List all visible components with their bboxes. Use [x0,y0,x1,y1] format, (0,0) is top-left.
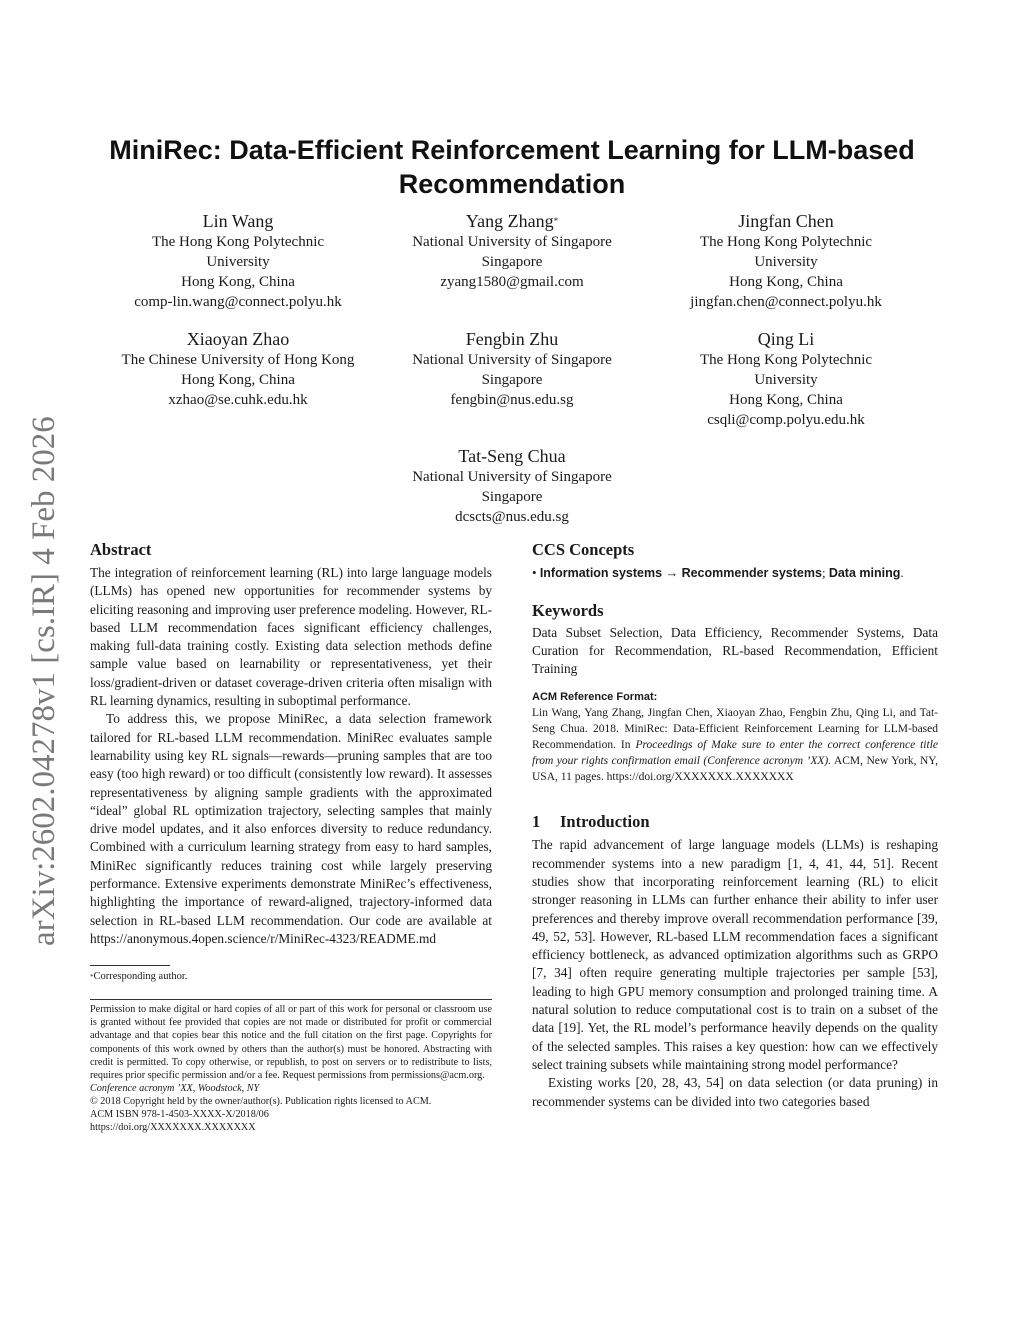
author-affiliation: The Hong Kong Polytechnic [699,352,873,368]
corresponding-mark: * [553,216,559,226]
author-location: Singapore [481,489,543,505]
author-name: Xiaoyan Zhao [186,329,290,349]
abstract-paragraph: To address this, we propose MiniRec, a data selection framework tailored for RL-based LLM recommendation. MiniRec evaluates sample learnability using key RL signals—rewards—pruning samples that are too easy (too high reward) or too difficult (consistently low reward). It assesses representativeness by aligning sample gradients with the approximated “ideal” global RL optimization trajectory, selecting samples that mainly drive model updates, and it also enforces diversity to reduce redundancy. Combined with a curriculum learning strategy from easy to hard samples, MiniRec significantly reduces training cost while largely preserving performance. Extensive experiments demonstrate MiniRec’s effectiveness, highlighting the importance of reward-aligned, trajectory-informed data selection in RL-based LLM recommendation. Our code are available at https://anonymous.4open.science/r/MiniRec-4323/README.md [90,711,492,946]
author-affiliation: National University of Singapore [412,469,612,485]
author-email[interactable]: dcscts@nus.edu.sg [455,509,569,525]
author-name: Qing Li [757,329,815,349]
footnote-rule [90,965,170,966]
author-affiliation: The Hong Kong Polytechnic [699,234,873,250]
ccs-end: . [900,565,904,580]
author-name: Yang Zhang [465,211,554,231]
author-name: Tat-Seng Chua [458,446,566,466]
acm-reference-heading: ACM Reference Format: [532,691,658,704]
left-column [90,539,492,1134]
ccs-concept: Information systems [539,566,663,580]
author-email[interactable]: fengbin@nus.edu.sg [450,392,574,408]
author-location: Singapore [481,372,543,388]
section-title: Introduction [560,812,650,832]
introduction-heading [532,811,938,833]
author-name: Fengbin Zhu [465,329,559,349]
ccs-separator: ; [821,565,826,580]
ccs-bullet: • [532,565,537,580]
author-email[interactable]: zyang1580@gmail.com [440,274,584,290]
copyright-line: © 2018 Copyright held by the owner/author(s). Publication rights licensed to ACM. [90,1095,432,1107]
ccs-concepts [532,564,938,583]
author-block [88,328,388,410]
doi-link[interactable]: https://doi.org/XXXXXXX.XXXXXXX [90,1122,256,1134]
author-location: Singapore [481,254,543,270]
ccs-concept: Data mining [828,566,901,580]
acm-reference [532,705,938,785]
acm-reference-text: ACM, New York, NY, USA, 11 pages. https://doi.org/XXXXXXX.XXXXXXX [532,755,938,784]
conference-line: Conference acronym ’XX, Woodstock, NY [90,1082,260,1094]
author-affiliation: University [754,254,818,270]
author-location: Hong Kong, China [729,274,843,290]
author-block [636,328,936,430]
introduction-paragraph: The rapid advancement of large language models (LLMs) is reshaping recommender systems into a new paradigm [1, 4, 41, 44, 51]. Recent studies show that incorporating reinforcement learning (RL) to elicit stronger reasoning in LLMs can further enhance their ability to infer user preferences and thereby improve overall recommendation performance [39, 49, 52, 53]. However, RL-based LLM recommendation faces a significant efficiency bottleneck, as advanced optimization algorithms such as GRPO [7, 34] often require generating multiple trajectories per sample [53], leading to high GPU memory consumption and prolonged training time. A natural solution to reduce computational cost is to train on a subset of the data [19]. Yet, the RL model’s performance heavily depends on the quality of the selected samples. This raises a key question: how can we effectively select training subsets while maintaining strong model performance? [532,837,938,1072]
author-email[interactable]: jingfan.chen@connect.polyu.hk [690,294,882,310]
abstract-paragraph: The integration of reinforcement learning (RL) into large language models (LLMs) has opened new opportunities for recommender systems by eliciting reasoning and improving user preference modeling. However, RL-based LLM recommendation faces significant efficiency challenges, making full-data training costly. Existing data selection methods define sample value based on learnability or representativeness, yet their loss/gradient-driven or dataset coverage-driven criteria often misalign with RL learning dynamics, resulting in suboptimal performance. [90,565,492,709]
ccs-concept: Recommender systems [681,566,822,580]
author-block [636,210,936,312]
acm-reference-text: Lin Wang, Yang Zhang, Jingfan Chen, Xiaoyan Zhao, Fengbin Zhu, Qing Li, and Tat-Seng Chua. 2018. MiniRec: Data-Efficient Reinforcement Learning for LLM-based Recommendation. In [532,707,938,752]
author-affiliation: National University of Singapore [412,352,612,368]
author-block [88,210,388,312]
arxiv-identifier: arXiv:2602.04278v1 [cs.IR] 4 Feb 2026 [26,416,62,946]
author-name: Jingfan Chen [738,211,834,231]
author-email[interactable]: csqli@comp.polyu.edu.hk [707,412,865,428]
author-email[interactable]: xzhao@se.cuhk.edu.hk [168,392,308,408]
section-number: 1 [532,812,541,832]
author-location: Hong Kong, China [729,392,843,408]
ccs-heading: CCS Concepts [532,540,635,559]
acm-reference-venue: Proceedings of Make sure to enter the correct conference title from your rights confirmation email (Conference acronym ’XX). [532,739,938,768]
permission-notice: Permission to make digital or hard copies of all or part of this work for personal or classroom use is granted without fee provided that copies are not made or distributed for profit or commercial advantage and that copies bear this notice and the full citation on the first page. Copyrights for components of this work owned by others than the author(s) must be honored. Abstracting with credit is permitted. To copy otherwise, or republish, to post on servers or to redistribute to lists, requires prior specific permission and/or a fee. Request permissions from permissions@acm.org. [90,1004,492,1081]
permission-rule [90,999,492,1000]
isbn-line: ACM ISBN 978-1-4503-XXXX-X/2018/06 [90,1108,269,1120]
author-block [362,445,662,527]
author-email[interactable]: comp-lin.wang@connect.polyu.hk [134,294,342,310]
footnote-text: Corresponding author. [93,971,188,983]
author-affiliation: University [754,372,818,388]
author-block [362,210,662,292]
right-column [532,539,938,1111]
footnote-mark: * [90,973,94,982]
author-location: Hong Kong, China [181,372,295,388]
ccs-arrow: → [665,565,679,580]
abstract-heading: Abstract [90,540,152,559]
author-name: Lin Wang [202,211,274,231]
paper-title: MiniRec: Data-Efficient Reinforcement Learning for LLM-based Recommendation [109,135,915,199]
author-location: Hong Kong, China [181,274,295,290]
keywords-text: Data Subset Selection, Data Efficiency, Recommender Systems, Data Curation for Recommendation, RL-based Recommendation, Efficient Training [532,624,938,677]
author-block [362,328,662,410]
author-affiliation: National University of Singapore [412,234,612,250]
footnote [90,970,492,984]
keywords-heading: Keywords [532,600,604,620]
author-affiliation: The Hong Kong Polytechnic [151,234,325,250]
introduction-paragraph: Existing works [20, 28, 43, 54] on data selection (or data pruning) in recommender systems can be divided into two categories based [532,1075,938,1109]
author-affiliation: The Chinese University of Hong Kong [121,352,355,368]
author-affiliation: University [206,254,270,270]
